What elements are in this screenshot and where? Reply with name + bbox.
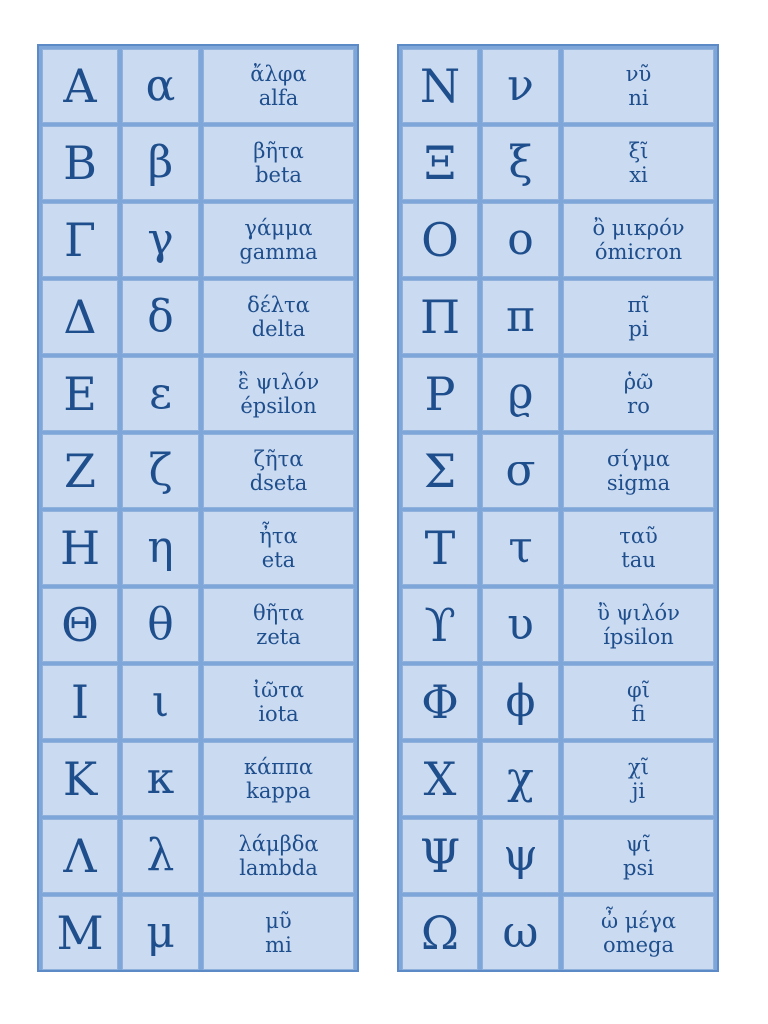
uppercase-letter: Κ [42, 742, 118, 816]
greek-letter-name: ἄλφα [250, 61, 307, 86]
letter-name-cell [203, 896, 354, 970]
latin-letter-name: delta [251, 317, 306, 341]
greek-letter-name: νῦ [625, 61, 652, 86]
lowercase-letter: π [482, 280, 559, 354]
letter-name-cell [563, 511, 714, 585]
letter-name-cell [203, 511, 354, 585]
uppercase-letter: Ψ [402, 819, 478, 893]
latin-letter-name: alfa [258, 86, 299, 110]
uppercase-letter: Θ [42, 588, 118, 662]
letter-name-cell [203, 280, 354, 354]
latin-letter-name: iota [258, 702, 299, 726]
lowercase-letter: β [122, 126, 199, 200]
greek-letter-name: σίγμα [607, 446, 670, 471]
latin-letter-name: gamma [239, 240, 318, 264]
greek-letter-name: χῖ [628, 754, 649, 779]
greek-letter-name: βῆτα [253, 138, 304, 163]
lowercase-letter: υ [482, 588, 559, 662]
uppercase-letter: Ρ [402, 357, 478, 431]
latin-letter-name: xi [629, 163, 648, 187]
letter-name-cell [203, 742, 354, 816]
letter-name-cell [563, 819, 714, 893]
uppercase-letter: Β [42, 126, 118, 200]
uppercase-letter: Τ [402, 511, 478, 585]
latin-letter-name: ómicron [594, 240, 683, 264]
uppercase-letter: Φ [402, 665, 478, 739]
uppercase-letter: Ζ [42, 434, 118, 508]
latin-letter-name: lambda [239, 856, 318, 880]
lowercase-letter: ι [122, 665, 199, 739]
greek-letter-name: λάμβδα [238, 831, 319, 856]
uppercase-letter: Ε [42, 357, 118, 431]
greek-letter-name: ῥῶ [623, 369, 654, 394]
greek-letter-name: μῦ [265, 908, 292, 933]
greek-letter-name: ξῖ [628, 138, 649, 163]
letter-name-cell [203, 357, 354, 431]
latin-letter-name: ro [627, 394, 650, 418]
uppercase-letter: Μ [42, 896, 118, 970]
letter-name-cell [563, 742, 714, 816]
uppercase-letter: Ω [402, 896, 478, 970]
uppercase-letter: Γ [42, 203, 118, 277]
latin-letter-name: tau [621, 548, 656, 572]
letter-name-cell [203, 49, 354, 123]
latin-letter-name: sigma [606, 471, 671, 495]
lowercase-letter: γ [122, 203, 199, 277]
uppercase-letter: Ξ [402, 126, 478, 200]
lowercase-letter: ζ [122, 434, 199, 508]
letter-name-cell [563, 49, 714, 123]
lowercase-letter: ϱ [482, 357, 559, 431]
latin-letter-name: ípsilon [603, 625, 674, 649]
lowercase-letter: ο [482, 203, 559, 277]
letter-name-cell [563, 280, 714, 354]
letter-name-cell [203, 665, 354, 739]
lowercase-letter: κ [122, 742, 199, 816]
lowercase-letter: χ [482, 742, 559, 816]
letter-name-cell [203, 126, 354, 200]
uppercase-letter: Ι [42, 665, 118, 739]
letter-name-cell [203, 588, 354, 662]
letter-name-cell [563, 588, 714, 662]
greek-letter-name: ὂ μικρόν [592, 215, 685, 240]
latin-letter-name: épsilon [240, 394, 317, 418]
greek-letter-name: πῖ [627, 292, 650, 317]
lowercase-letter: ϕ [482, 665, 559, 739]
latin-letter-name: psi [623, 856, 654, 880]
greek-letter-name: ἦτα [259, 523, 298, 548]
latin-letter-name: ni [628, 86, 649, 110]
latin-letter-name: ji [631, 779, 646, 803]
greek-letter-name: κάππα [243, 754, 314, 779]
greek-letter-name: ἒ ψιλόν [237, 369, 320, 394]
uppercase-letter: Δ [42, 280, 118, 354]
uppercase-letter: Ν [402, 49, 478, 123]
greek-letter-name: γάμμα [244, 215, 313, 240]
letter-name-cell [203, 203, 354, 277]
greek-letter-name: ταῦ [619, 523, 658, 548]
uppercase-letter: Σ [402, 434, 478, 508]
uppercase-letter: Ο [402, 203, 478, 277]
lowercase-letter: η [122, 511, 199, 585]
lowercase-letter: α [122, 49, 199, 123]
letter-name-cell [563, 434, 714, 508]
lowercase-letter: ξ [482, 126, 559, 200]
latin-letter-name: dseta [249, 471, 308, 495]
latin-letter-name: eta [261, 548, 296, 572]
lowercase-letter: θ [122, 588, 199, 662]
lowercase-letter: ν [482, 49, 559, 123]
lowercase-letter: μ [122, 896, 199, 970]
lowercase-letter: σ [482, 434, 559, 508]
letter-name-cell [563, 203, 714, 277]
greek-letter-name: ὦ μέγα [600, 908, 677, 933]
greek-letter-name: δέλτα [247, 292, 310, 317]
latin-letter-name: fi [631, 702, 646, 726]
uppercase-letter: Χ [402, 742, 478, 816]
greek-letter-name: ψῖ [626, 831, 651, 856]
lowercase-letter: τ [482, 511, 559, 585]
latin-letter-name: mi [265, 933, 292, 957]
letter-name-cell [563, 357, 714, 431]
letter-name-cell [563, 126, 714, 200]
letter-name-cell [203, 819, 354, 893]
alphabet-table-right [397, 44, 719, 972]
latin-letter-name: zeta [256, 625, 301, 649]
lowercase-letter: ψ [482, 819, 559, 893]
uppercase-letter: Η [42, 511, 118, 585]
alphabet-table-left [37, 44, 359, 972]
latin-letter-name: pi [628, 317, 649, 341]
uppercase-letter: Λ [42, 819, 118, 893]
letter-name-cell [563, 665, 714, 739]
greek-letter-name: ἰῶτα [252, 677, 305, 702]
greek-letter-name: ζῆτα [253, 446, 304, 471]
greek-letter-name: φῖ [627, 677, 650, 702]
uppercase-letter: Π [402, 280, 478, 354]
letter-name-cell [563, 896, 714, 970]
uppercase-letter: Α [42, 49, 118, 123]
lowercase-letter: ε [122, 357, 199, 431]
latin-letter-name: beta [255, 163, 302, 187]
greek-letter-name: ὒ ψιλόν [597, 600, 680, 625]
letter-name-cell [203, 434, 354, 508]
lowercase-letter: λ [122, 819, 199, 893]
lowercase-letter: ω [482, 896, 559, 970]
latin-letter-name: omega [603, 933, 674, 957]
lowercase-letter: δ [122, 280, 199, 354]
latin-letter-name: kappa [246, 779, 311, 803]
greek-letter-name: θῆτα [252, 600, 305, 625]
uppercase-letter: ϒ [402, 588, 478, 662]
